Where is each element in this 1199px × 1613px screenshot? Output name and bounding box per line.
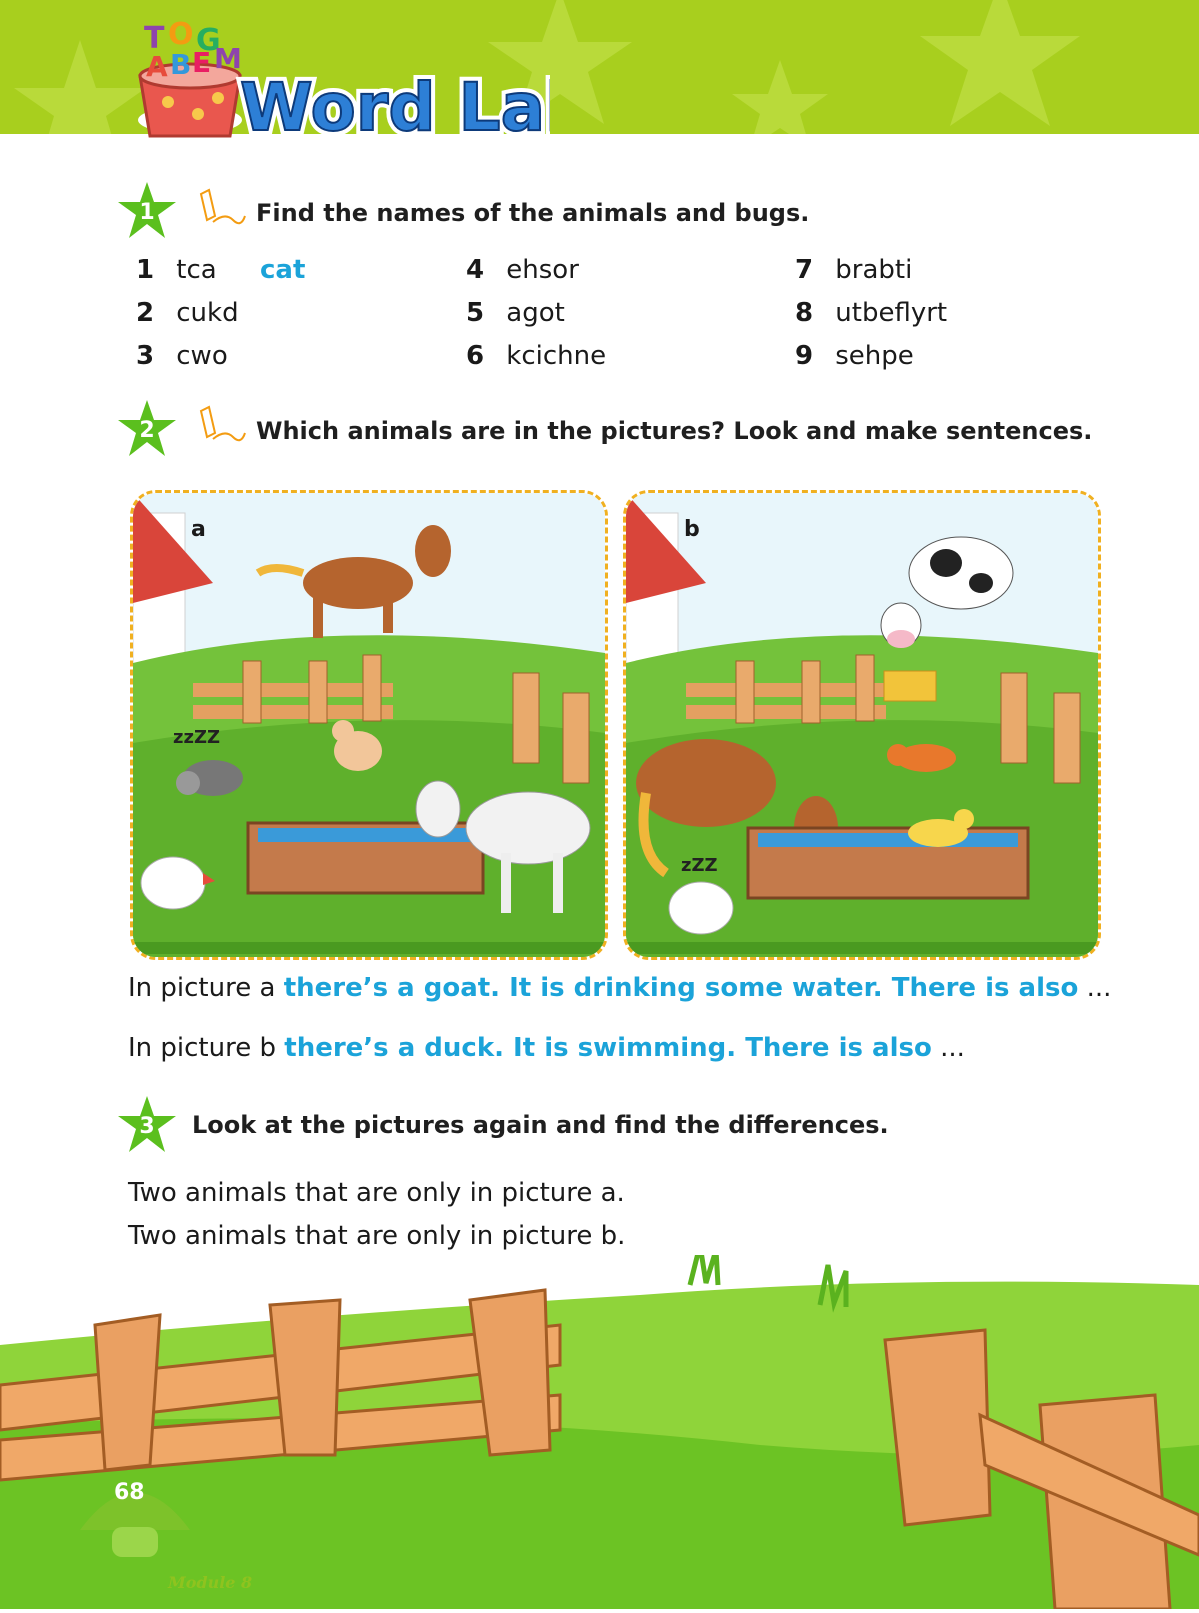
svg-text:M: M xyxy=(214,42,242,75)
farm-picture-a xyxy=(130,490,608,960)
scrambled-word: agot xyxy=(506,298,565,328)
list-item: 3 cwo xyxy=(136,341,228,371)
svg-text:G: G xyxy=(196,23,221,58)
step-number: 2 xyxy=(139,418,155,443)
pencil-icon xyxy=(195,405,247,449)
step-3-badge xyxy=(116,1094,178,1156)
bottom-meadow-illustration xyxy=(0,1255,1199,1609)
svg-text:Word Lab: Word La xyxy=(240,69,546,143)
picture-b-label: b xyxy=(684,517,700,542)
pencil-icon xyxy=(195,188,247,232)
step-2-badge xyxy=(116,398,178,460)
scrambled-word: kcichne xyxy=(506,341,607,371)
farm-picture-b xyxy=(623,490,1101,960)
section-2-instruction: Which animals are in the pictures? Look and make sentences. xyxy=(256,417,1093,445)
scrambled-word: sehpe xyxy=(835,341,914,371)
list-item: 6 kcichne xyxy=(466,341,607,371)
section-3-instruction: Look at the pictures again and find the differences. xyxy=(192,1111,889,1139)
section-1-instruction: Find the names of the animals and bugs. xyxy=(256,199,810,227)
picture-a-label: a xyxy=(191,517,206,542)
list-item: 7 brabti xyxy=(795,255,913,285)
scrambled-word: utbeflyrt xyxy=(835,298,948,328)
example-answer: there’s a duck. It is swimming. There is also xyxy=(284,1033,932,1063)
scrambled-word: cukd xyxy=(176,298,239,328)
list-item: 2 cukd xyxy=(136,298,239,328)
step-1-badge xyxy=(116,180,178,242)
svg-text:E: E xyxy=(192,46,212,79)
svg-text:O: O xyxy=(168,18,194,52)
svg-text:Word Lab: Word La xyxy=(240,69,546,143)
scrambled-word: ehsor xyxy=(506,255,579,285)
sentence-a: In picture a there’s a goat. It is drinking some water. There is also ... xyxy=(128,973,1112,1003)
module-label: Module 8 xyxy=(168,1573,253,1592)
list-item: 9 sehpe xyxy=(795,341,914,371)
svg-text:zZZ: zZZ xyxy=(681,855,718,876)
svg-text:zzZZ: zzZZ xyxy=(173,727,221,748)
scrambled-word: brabti xyxy=(835,255,913,285)
difference-line-a: Two animals that are only in picture a. xyxy=(128,1178,625,1208)
scrambled-word: tca xyxy=(176,255,217,285)
sentence-b: In picture b there’s a duck. It is swimming. There is also ... xyxy=(128,1033,965,1063)
list-item: 5 agot xyxy=(466,298,565,328)
word-lab-logo xyxy=(130,18,550,143)
list-item: 1 tca xyxy=(136,255,217,285)
scrambled-word: cwo xyxy=(176,341,228,371)
example-answer: there’s a goat. It is drinking some water. There is also xyxy=(283,973,1079,1003)
step-number: 1 xyxy=(139,200,155,225)
svg-text:A: A xyxy=(146,50,168,83)
difference-line-b: Two animals that are only in picture b. xyxy=(128,1221,626,1251)
farm-scene-b-illustration xyxy=(626,493,1098,957)
list-item: 4 ehsor xyxy=(466,255,579,285)
page-number: 68 xyxy=(114,1480,145,1505)
list-item: 8 utbeflyrt xyxy=(795,298,948,328)
farm-scene-a-illustration xyxy=(133,493,605,957)
example-answer: cat xyxy=(260,255,306,285)
step-number: 3 xyxy=(139,1114,155,1139)
svg-text:B: B xyxy=(170,48,192,81)
svg-text:T: T xyxy=(144,21,165,56)
